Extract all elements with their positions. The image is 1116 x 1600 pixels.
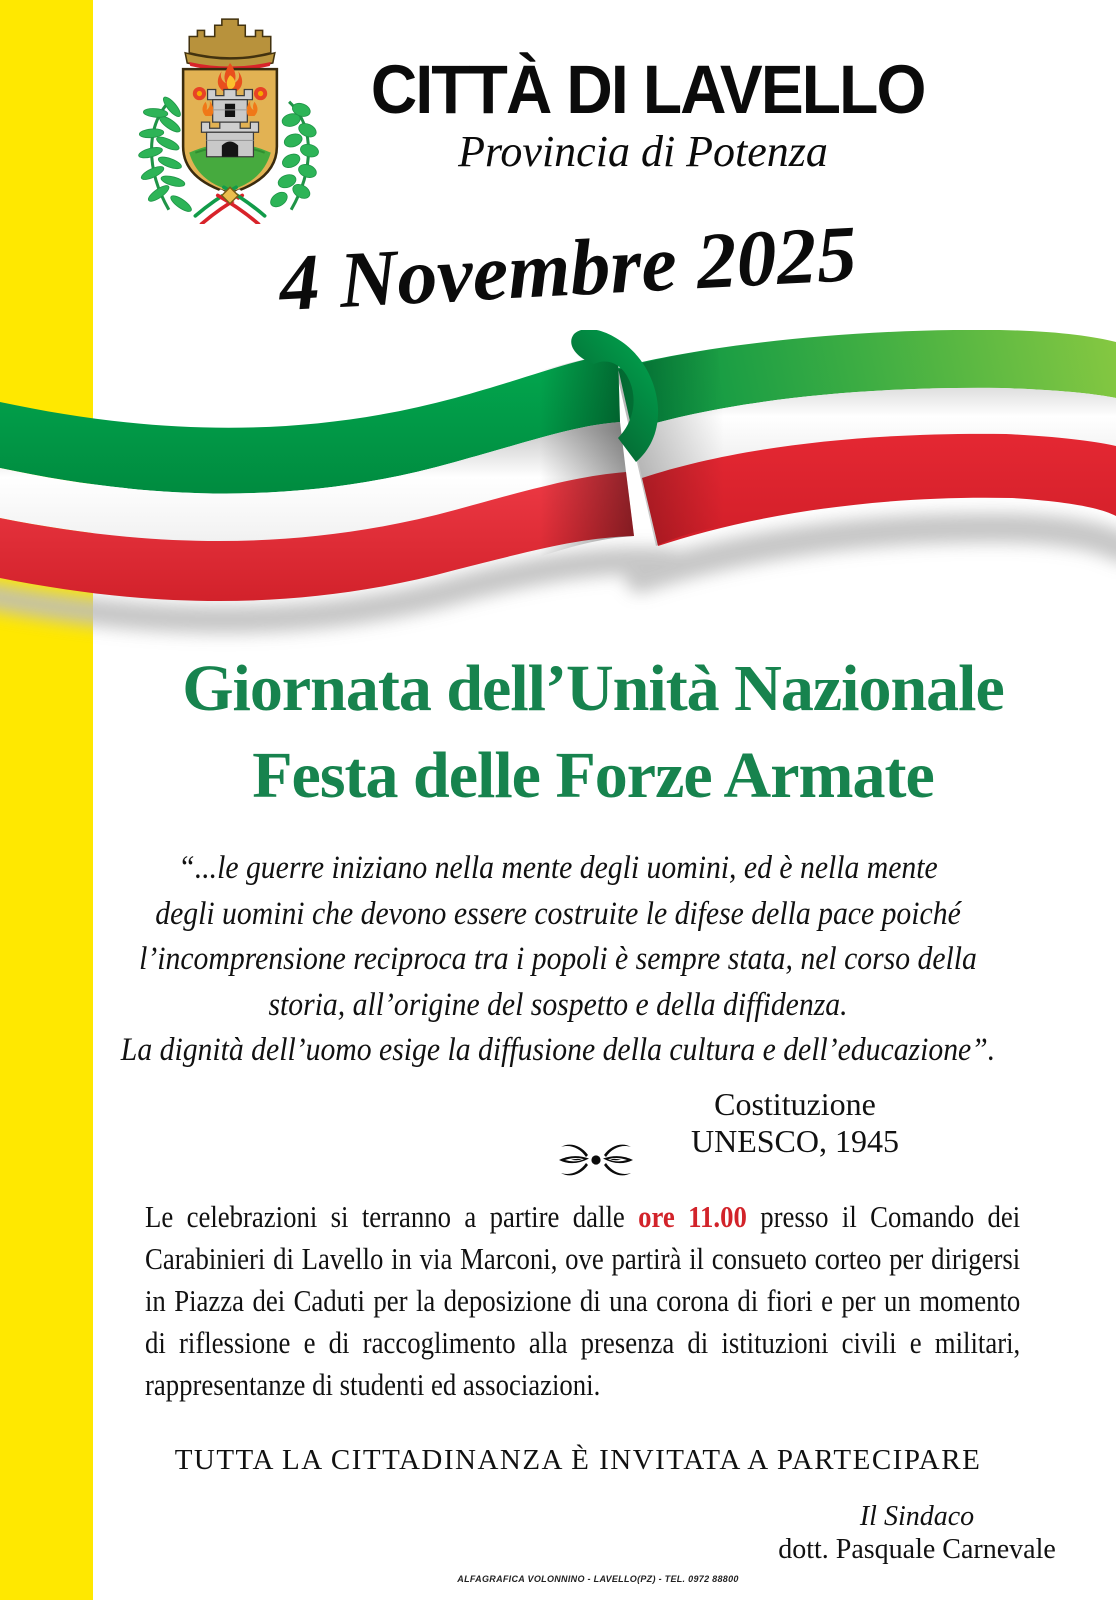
quote-line: l’incomprensione reciproca tra i popoli è sempre stata, nel corso della — [139, 941, 977, 977]
event-title — [70, 645, 1116, 819]
city-title — [180, 50, 1116, 129]
quote-line: La dignità dell’uomo esige la diffusione della cultura e dell’educazione”. — [120, 1032, 996, 1068]
quote-line: degli uomini che devono essere costruite le difese della pace poiché — [155, 895, 961, 932]
province-subtitle: Provincia di Potenza — [458, 127, 828, 176]
print-shop-line: ALFAGRAFICA VOLONNINO - LAVELLO(PZ) - TEL. 0972 88800 — [457, 1574, 739, 1584]
body-paragraph — [145, 1196, 1020, 1406]
signature-block — [767, 1500, 1067, 1566]
event-time: ore 11.00 — [638, 1200, 747, 1234]
body-text-after: presso il Comando dei Carabinieri di Lavello in via Marconi, ove partirà il consueto corteo per dirigersi in Piazza dei Caduti per la deposizione di una corona di fiori e per un momento di riflessione e di raccoglimento alla presenza di istituzioni civili e militari, rappresentanze di studenti ed associazioni. — [145, 1200, 1021, 1402]
date-title: 4 Novembre 2025 — [277, 209, 859, 329]
invitation-line: TUTTA LA CITTADINANZA È INVITATA A PARTECIPARE — [174, 1444, 982, 1476]
tricolor-knot-icon — [195, 187, 264, 224]
city-title-text: CITTÀ DI LAVELLO — [371, 51, 925, 128]
signature-role: Il Sindaco — [859, 1501, 975, 1532]
event-title-line1: Giornata dell’Unità Nazionale — [182, 652, 1004, 725]
body-text-before: Le celebrazioni si terranno a partire dalle — [145, 1200, 639, 1234]
quote-line: storia, all’origine del sospetto e della diffidenza. — [268, 986, 848, 1023]
quote-block — [108, 846, 1008, 1074]
flag-ribbon-graphic — [0, 330, 1116, 670]
quote-line: “...le guerre iniziano nella mente degli uomini, ed è nella mente — [178, 850, 938, 886]
event-title-line2: Festa delle Forze Armate — [252, 739, 934, 812]
ornament-divider-icon — [551, 1142, 641, 1178]
signature-name: dott. Pasquale Carnevale — [778, 1534, 1056, 1565]
quote-attribution: Costituzione UNESCO, 1945 — [690, 1086, 899, 1159]
